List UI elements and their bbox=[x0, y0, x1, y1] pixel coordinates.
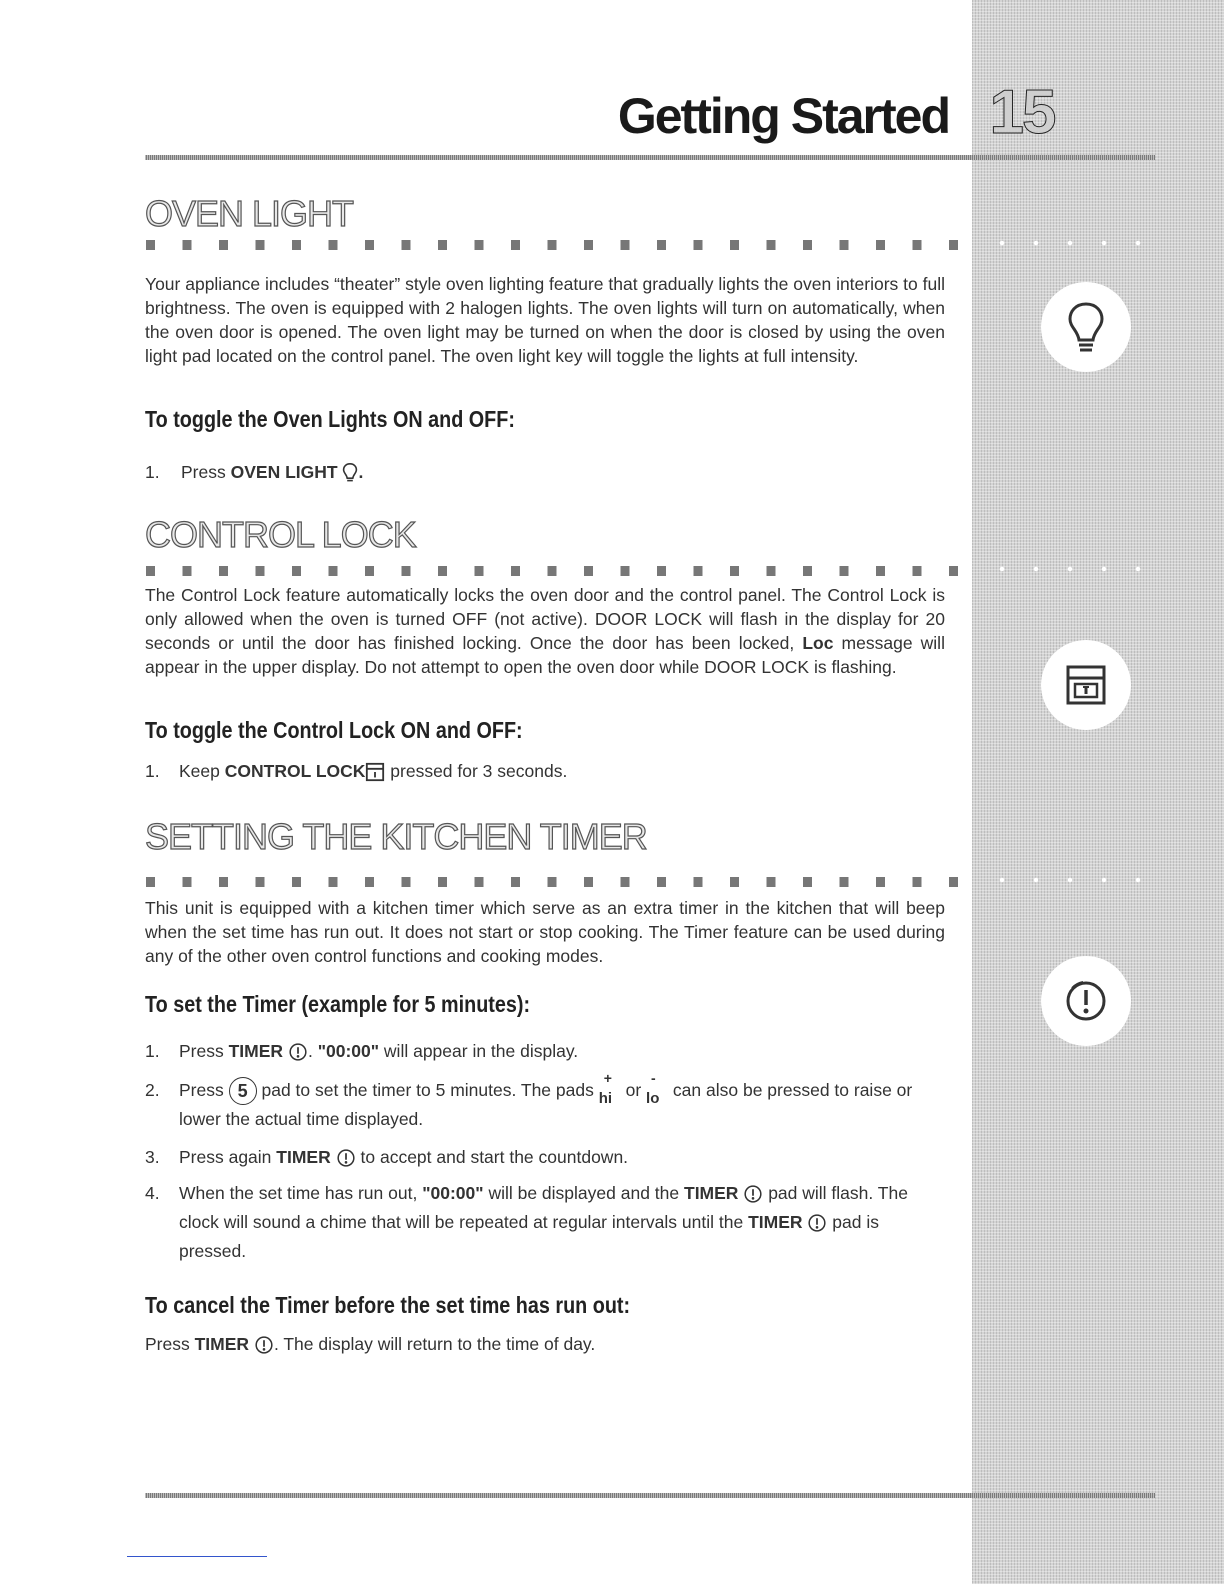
key-label: TIMER bbox=[276, 1147, 331, 1167]
step-text: Press bbox=[145, 1334, 190, 1354]
step-text: pressed for 3 seconds. bbox=[390, 761, 568, 781]
step-text: Press bbox=[181, 462, 226, 482]
step-text: will appear in the display. bbox=[383, 1041, 579, 1061]
footer-link-line bbox=[127, 1556, 267, 1557]
sidebar-dots bbox=[985, 877, 1155, 883]
key-label: CONTROL LOCK bbox=[224, 761, 366, 781]
display-value: "00:00" bbox=[317, 1041, 380, 1061]
display-value: "00:00" bbox=[422, 1183, 484, 1203]
light-bulb-icon bbox=[342, 462, 358, 484]
timer-icon bbox=[254, 1335, 274, 1355]
step-text: Press bbox=[179, 1041, 224, 1061]
page-number: 15 bbox=[989, 78, 1055, 147]
loc-label: Loc bbox=[802, 633, 834, 653]
step-text: to accept and start the countdown. bbox=[360, 1147, 629, 1167]
timer-icon bbox=[1041, 956, 1131, 1046]
step-text: When the set time has run out, bbox=[179, 1183, 418, 1203]
key-label: TIMER bbox=[194, 1334, 250, 1354]
step-punct: . bbox=[307, 1041, 313, 1061]
step-number: 2. bbox=[145, 1080, 160, 1100]
oven-light-body: Your appliance includes “theater” style oven lighting feature that gradually lights the oven interiors to full brightness. The oven is equipped with 2 halogen lights. The oven lights will turn on automatically, when the oven door is opened. The oven light may be turned on when the door is closed by using the oven light pad located on the control panel. The oven light key will toggle the lights at full intensity. bbox=[145, 274, 945, 366]
section-divider bbox=[146, 566, 958, 576]
body-text: The Control Lock feature automatically locks the oven door and the control panel. The Control Lock is only allowed when the oven is turned OFF (not active). DOOR LOCK will flash in the display for 20 seconds or until the door has finished locking. Once the door has been locked, bbox=[145, 585, 945, 653]
timer-icon bbox=[336, 1148, 356, 1168]
step-number: 1. bbox=[145, 1041, 160, 1061]
step-text: can also be pressed to raise or lower the actual time displayed. bbox=[179, 1080, 913, 1130]
kitchen-timer-body: This unit is equipped with a kitchen timer which serve as an extra timer in the kitchen that will beep when the set time has run out. It does not start or stop cooking. The Timer feature can be used during any of the other oven control functions and cooking modes. bbox=[145, 898, 945, 966]
kitchen-timer-subheading: To set the Timer (example for 5 minutes): bbox=[145, 991, 531, 1017]
key-label: TIMER bbox=[684, 1183, 739, 1203]
step-text: pad is pressed. bbox=[179, 1212, 879, 1261]
step-text: Keep bbox=[179, 761, 220, 781]
cancel-timer-subheading: To cancel the Timer before the set time has run out: bbox=[145, 1292, 631, 1318]
key-label: OVEN LIGHT bbox=[230, 462, 338, 482]
oven-light-subheading: To toggle the Oven Lights ON and OFF: bbox=[145, 406, 515, 432]
page-title: Getting Started bbox=[617, 88, 949, 144]
step-number: 3. bbox=[145, 1147, 160, 1167]
timer-icon bbox=[288, 1042, 308, 1062]
sidebar-dots bbox=[985, 566, 1155, 572]
section-title-control-lock: CONTROL LOCK bbox=[145, 514, 416, 555]
step-number: 1. bbox=[145, 462, 160, 482]
timer-icon bbox=[807, 1213, 827, 1233]
step-text: pad to set the timer to 5 minutes. The pads bbox=[261, 1080, 594, 1100]
lo-pad-icon: - lo bbox=[646, 1070, 660, 1108]
key-label: TIMER bbox=[748, 1212, 803, 1232]
section-divider bbox=[146, 877, 958, 887]
step-text: or bbox=[625, 1080, 642, 1100]
timer-icon bbox=[743, 1184, 763, 1204]
control-lock-body bbox=[145, 583, 945, 679]
control-lock-icon bbox=[365, 762, 385, 782]
sidebar-dots bbox=[985, 240, 1155, 246]
section-title-oven-light: OVEN LIGHT bbox=[145, 193, 354, 234]
sidebar-texture bbox=[972, 0, 1224, 1584]
step-text: pad will flash. The clock will sound a chime that will be repeated at regular intervals until the bbox=[179, 1183, 908, 1232]
light-bulb-icon bbox=[1041, 282, 1131, 372]
step-number: 1. bbox=[145, 761, 160, 781]
header-rule bbox=[145, 155, 1155, 160]
step-punct: . bbox=[358, 462, 364, 482]
footer-rule bbox=[145, 1493, 1155, 1498]
step-number: 4. bbox=[145, 1183, 160, 1203]
section-title-kitchen-timer: SETTING THE KITCHEN TIMER bbox=[145, 816, 647, 857]
step-text: . The display will return to the time of day. bbox=[273, 1334, 596, 1354]
control-lock-icon bbox=[1041, 640, 1131, 730]
hi-pad-icon: + hi bbox=[598, 1070, 613, 1108]
control-lock-subheading: To toggle the Control Lock ON and OFF: bbox=[145, 717, 523, 743]
key-label: TIMER bbox=[228, 1041, 284, 1061]
five-pad-icon: 5 bbox=[229, 1077, 257, 1105]
step-text: Press again bbox=[179, 1147, 272, 1167]
body-text: message will appear in the upper display. Do not attempt to open the oven door while DOOR LOCK is flashing. bbox=[145, 633, 945, 677]
section-divider bbox=[146, 240, 958, 250]
step-text: will be displayed and the bbox=[488, 1183, 680, 1203]
step-text: Press bbox=[179, 1080, 224, 1100]
